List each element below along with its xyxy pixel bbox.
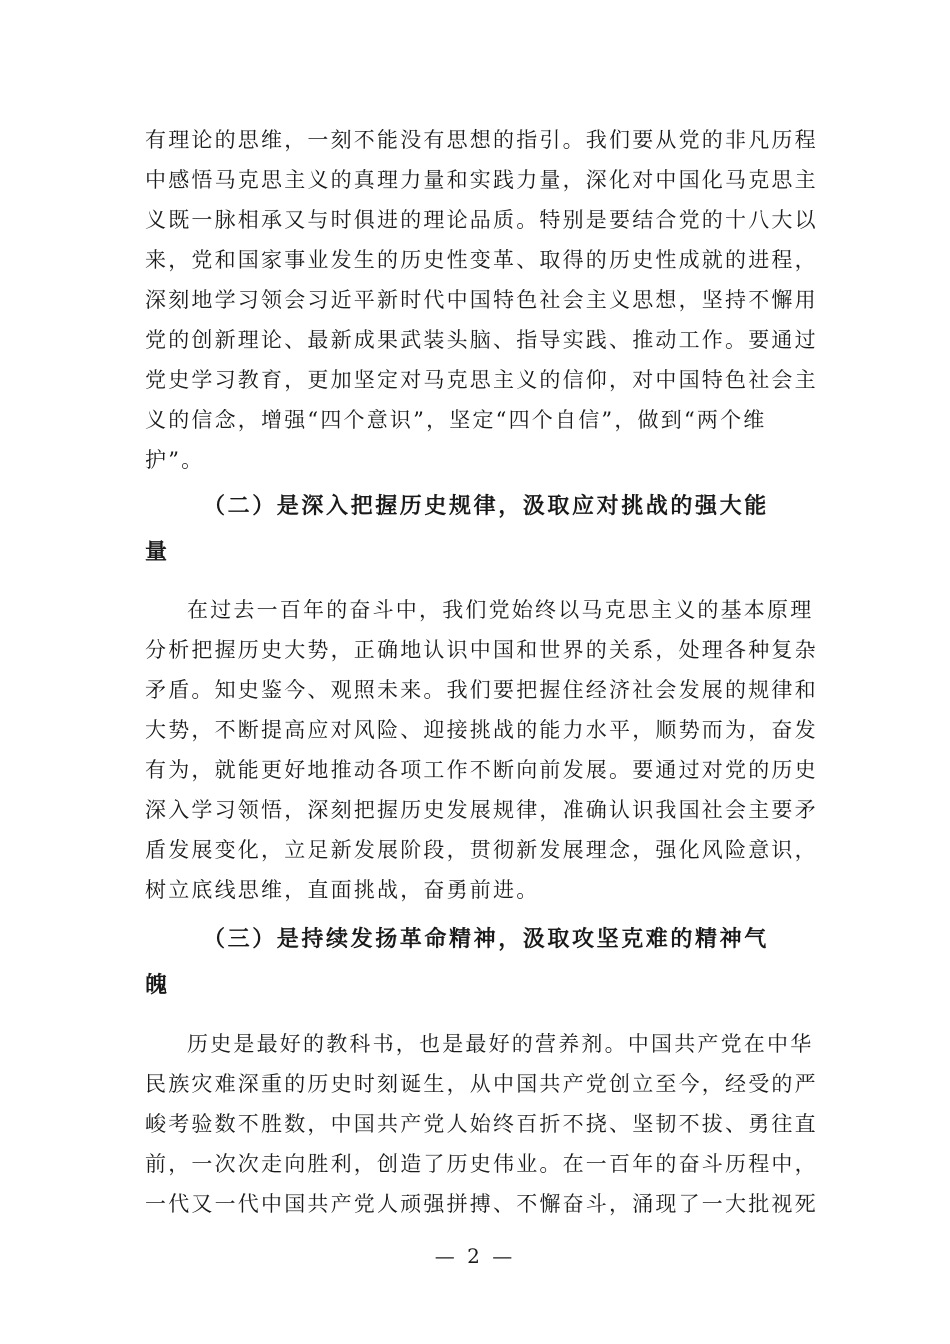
- paragraph-line: 深入学习领悟，深刻把握历史发展规律，准确认识我国社会主要矛: [145, 798, 818, 822]
- paragraph-line: 深刻地学习领会习近平新时代中国特色社会主义思想，坚持不懈用: [145, 288, 818, 312]
- paragraph-line: 树立底线思维，直面挑战，奋勇前进。: [145, 878, 540, 902]
- paragraph-line: 历史是最好的教科书，也是最好的营养剂。中国共产党在中华: [187, 1032, 814, 1056]
- paragraph-line: 有为，就能更好地推动各项工作不断向前发展。要通过对党的历史: [145, 758, 818, 782]
- paragraph-3: [145, 1024, 818, 1224]
- paragraph-line: 中感悟马克思主义的真理力量和实践力量，深化对中国化马克思主: [145, 168, 818, 192]
- paragraph-2: [145, 590, 818, 910]
- paragraph-line: 护”。: [145, 448, 205, 472]
- paragraph-line: 在过去一百年的奋斗中，我们党始终以马克思主义的基本原理: [187, 598, 814, 622]
- heading-line: 量: [145, 540, 170, 565]
- heading-line: （二）是深入把握历史规律，汲取应对挑战的强大能: [203, 494, 769, 519]
- page-number: — 2 —: [434, 1244, 516, 1268]
- paragraph-line: 党的创新理论、最新成果武装头脑、指导实践、推动工作。要通过: [145, 328, 818, 352]
- paragraph-line: 义的信念，增强“四个意识”，坚定“四个自信”，做到“两个维: [145, 408, 767, 432]
- paragraph-line: 盾发展变化，立足新发展阶段，贯彻新发展理念，强化风险意识，: [145, 838, 818, 862]
- section-heading-2: [145, 484, 810, 576]
- paragraph-1: [145, 120, 818, 480]
- paragraph-line: 党史学习教育，更加坚定对马克思主义的信仰，对中国特色社会主: [145, 368, 818, 392]
- paragraph-line: 来，党和国家事业发生的历史性变革、取得的历史性成就的进程，: [145, 248, 818, 272]
- paragraph-line: 分析把握历史大势，正确地认识中国和世界的关系，处理各种复杂: [145, 638, 818, 662]
- paragraph-line: 前，一次次走向胜利，创造了历史伟业。在一百年的奋斗历程中，: [145, 1152, 818, 1176]
- heading-line: 魄: [145, 973, 170, 998]
- section-heading-3: [145, 917, 810, 1009]
- paragraph-line: 大势，不断提高应对风险、迎接挑战的能力水平，顺势而为，奋发: [145, 718, 818, 742]
- heading-line: （三）是持续发扬革命精神，汲取攻坚克难的精神气: [203, 927, 769, 952]
- paragraph-line: 峻考验数不胜数，中国共产党人始终百折不挠、坚韧不拔、勇往直: [145, 1112, 818, 1136]
- paragraph-line: 义既一脉相承又与时俱进的理论品质。特别是要结合党的十八大以: [145, 208, 818, 232]
- paragraph-line: 有理论的思维，一刻不能没有思想的指引。我们要从党的非凡历程: [145, 128, 818, 152]
- paragraph-line: 矛盾。知史鉴今、观照未来。我们要把握住经济社会发展的规律和: [145, 678, 818, 702]
- paragraph-line: 一代又一代中国共产党人顽强拼搏、不懈奋斗，涌现了一大批视死: [145, 1192, 818, 1216]
- paragraph-line: 民族灾难深重的历史时刻诞生，从中国共产党创立至今，经受的严: [145, 1072, 818, 1096]
